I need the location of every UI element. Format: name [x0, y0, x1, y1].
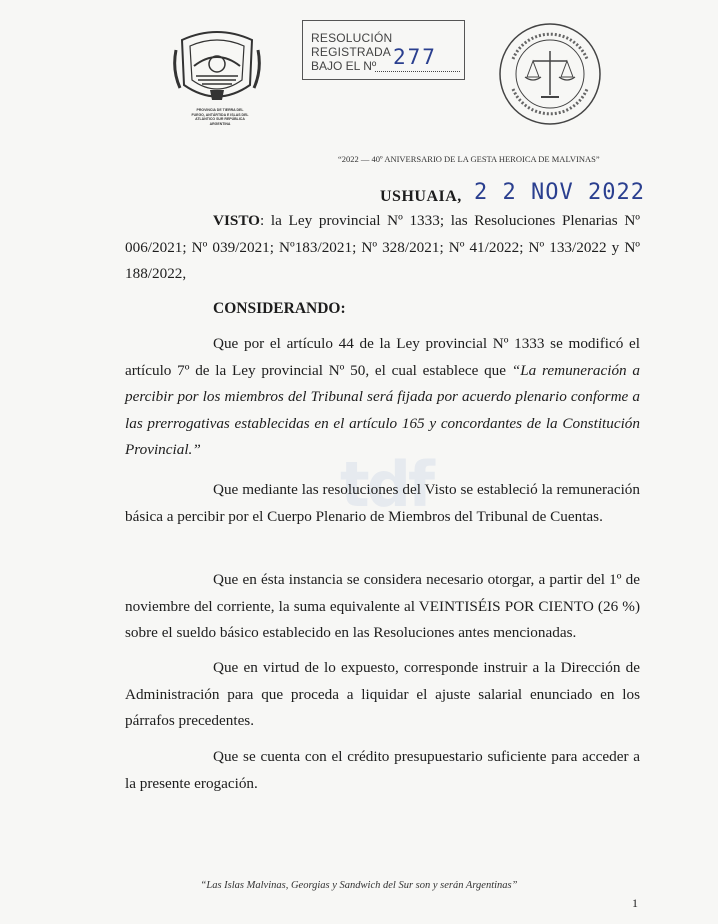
- resolution-number: 277: [393, 45, 437, 69]
- tribunal-seal-stamp: [497, 21, 603, 127]
- paragraph-3: Que en ésta instancia se considera necesario otorgar, a partir del 1º de noviembre del corriente, la suma equivalente al VEINTISÉIS POR CIENTO (26 %) sobre el sueldo básico establecido en las Resoluciones antes mencionadas.: [125, 571, 640, 641]
- registration-stamp: [302, 20, 465, 80]
- paragraph-1-quote: “La remuneración a percibir por los miembros del Tribunal será fijada por acuerdo plenario conforme a las prerrogativas establecidas en el artículo 165 y concordantes de la Constitución Provincial.”: [125, 361, 640, 458]
- page-number: 1: [632, 896, 638, 910]
- paragraph-4: Que en virtud de lo expuesto, corresponde instruir a la Dirección de Administración para que proceda a liquidar el ajuste salarial enunciado en los párrafos precedentes.: [125, 659, 640, 729]
- visto-text: : la Ley provincial Nº 1333; las Resoluciones Plenarias Nº 006/2021; Nº 039/2021; Nº183/2021; Nº 328/2021; Nº 41/2022; Nº 133/2022 y Nº 188/2022,: [125, 212, 640, 282]
- stamp-dotted-line: [375, 71, 460, 72]
- paragraph-1: [125, 331, 640, 464]
- crest-caption: PROVINCIA DE TIERRA DEL FUEGO, ANTÁRTIDA E ISLAS DEL ATLÁNTICO SUR REPÚBLICA ARGENTINA: [191, 108, 249, 126]
- stamp-title: RESOLUCIÓN REGISTRADA: [311, 31, 393, 59]
- visto-label: VISTO: [213, 212, 260, 229]
- anniversary-motto: “2022 — 40º ANIVERSARIO DE LA GESTA HEROICA DE MALVINAS”: [338, 154, 600, 164]
- paragraph-1-text: Que por el artículo 44 de la Ley provincial Nº 1333 se modificó el artículo 7º de la Ley provincial Nº 50, el cual establece que: [125, 335, 640, 379]
- watermark: tdf: [340, 448, 432, 521]
- stamp-label: BAJO EL Nº: [311, 59, 377, 73]
- visto-paragraph: [125, 208, 640, 288]
- considerando-heading: CONSIDERANDO:: [213, 300, 346, 317]
- footer-motto: “Las Islas Malvinas, Georgias y Sandwich del Sur son y serán Argentinas”: [200, 880, 518, 891]
- provincial-crest-logo: [172, 30, 262, 110]
- paragraph-5: Que se cuenta con el crédito presupuestario suficiente para acceder a la presente erogación.: [125, 748, 640, 792]
- paragraph-2: Que mediante las resoluciones del Visto se estableció la remuneración básica a percibir por el Cuerpo Plenario de Miembros del Tribunal de Cuentas.: [125, 481, 640, 525]
- city: USHUAIA,: [380, 188, 462, 205]
- date-stamp: 2 2 NOV 2022: [474, 180, 645, 205]
